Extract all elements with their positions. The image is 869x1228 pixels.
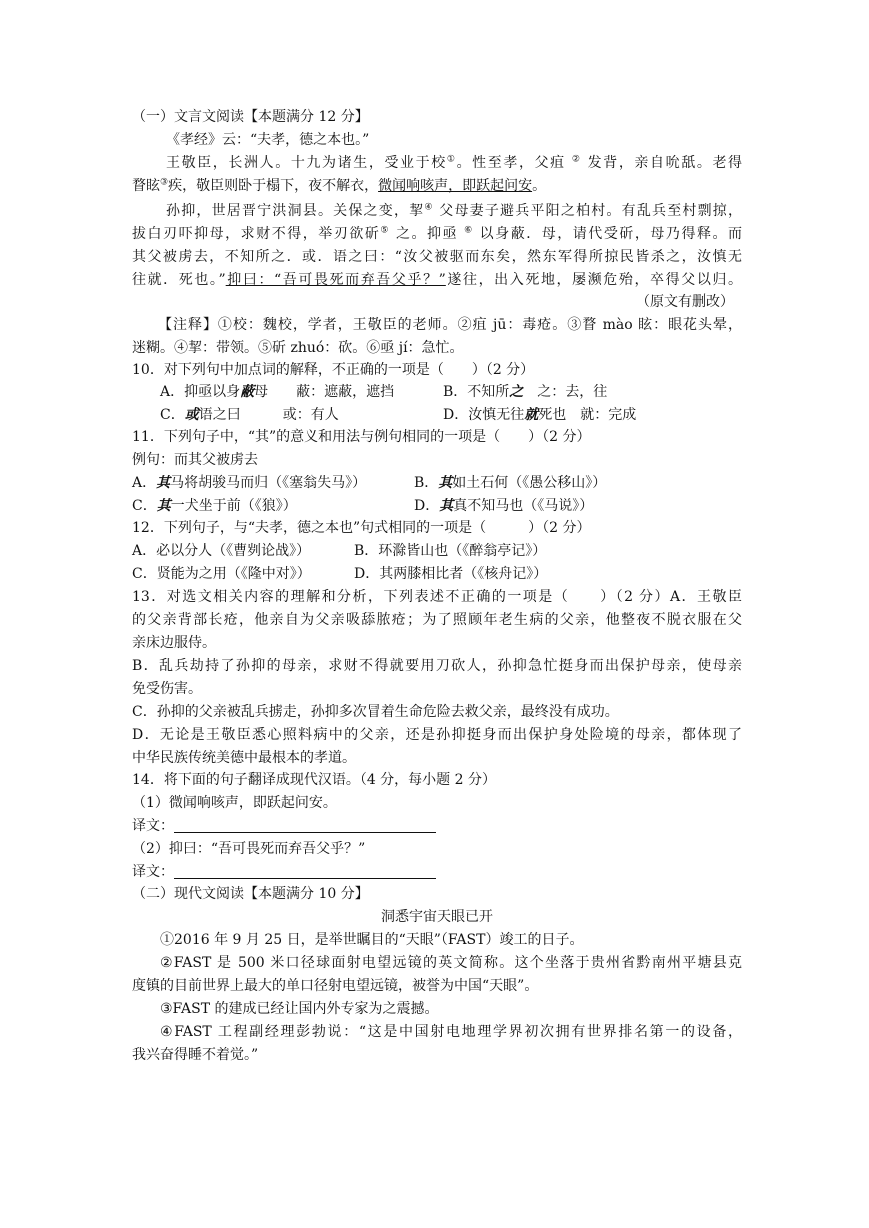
option-line: C．孙抑的父亲被乱兵掳走，孙抑多次冒着生命危险去救父亲，最终没有成功。 bbox=[132, 704, 619, 720]
option-row: C．其一犬坐于前（《狼》） D．其真不知马也（《马说》） bbox=[132, 498, 594, 514]
article-title: 洞悉宇宙天眼已开 bbox=[381, 909, 493, 925]
underlined-sentence: 微闻响咳声，即跃起问安 bbox=[378, 178, 533, 194]
source-note: （原文有删改） bbox=[636, 294, 734, 310]
sentence-1: （1）微闻响咳声，即跃起问安。 bbox=[132, 795, 337, 811]
article-paragraph-cont: 度镇的目前世界上最大的单口径射电望远镜，被誉为中国“天眼”。 bbox=[132, 978, 539, 994]
option-line: 亲床边服侍。 bbox=[132, 635, 216, 651]
translation-row-2: 译文： bbox=[132, 861, 742, 883]
option-line: 的父亲背部长疮，他亲自为父亲吸舔脓疮；为了照顾年老生病的父亲，他整夜不脱衣服在父 bbox=[132, 612, 742, 628]
passage-line: 其父被虏去，不知所之．或．语之曰：“汝父被驱而东矣，然东军得所掠民皆杀之，汝慎无 bbox=[132, 249, 742, 265]
question-stem: 11．下列句子中，“其”的意义和用法与例句相同的一项是（ ）（2 分） bbox=[132, 429, 591, 445]
epigraph: 《孝经》云：“夫孝，德之本也。” bbox=[166, 132, 370, 148]
article-paragraph: ①2016 年 9 月 25 日，是举世瞩目的“天眼”（FAST）竣工的日子。 bbox=[160, 932, 584, 948]
passage-line: 往就．死也。”抑曰：“吾可畏死而弃吾父乎？”遂往，出入死地，屡濒危殆，卒得父以归。 bbox=[132, 272, 742, 288]
option-line: 免受伤害。 bbox=[132, 681, 202, 697]
section-heading: （一）文言文阅读【本题满分 12 分】 bbox=[132, 109, 369, 125]
option-row: A．必以分人（《曹刿论战》） B．环滁皆山也（《醉翁亭记》） bbox=[132, 543, 547, 559]
article-paragraph: ④FAST 工程副经理彭勃说：“这是中国射电地理学界初次拥有世界排名第一的设备， bbox=[160, 1024, 742, 1040]
answer-line-1[interactable] bbox=[174, 818, 436, 833]
option-row: A．其马将胡骏马而归（《塞翁失马》） B．其如土石何（《愚公移山》） bbox=[132, 475, 607, 491]
annotation-line: 迷糊。④挈：带领。⑤斫 zhuó：砍。⑥亟 jí：急忙。 bbox=[132, 340, 464, 356]
option-line: B．乱兵劫持了孙抑的母亲，求财不得就要用刀砍人，孙抑急忙挺身而出保护母亲，使母亲 bbox=[132, 658, 742, 674]
article-paragraph: ②FAST 是 500 米口径球面射电望远镜的英文简称。这个坐落于贵州省黔南州平塘县克 bbox=[160, 955, 742, 971]
question-stem: 10．对下列句中加点词的解释，不正确的一项是（ ）（2 分） bbox=[132, 362, 535, 378]
underlined-sentence: 抑曰：“吾可畏死而弃吾父乎？” bbox=[225, 272, 446, 288]
article-paragraph-cont: 我兴奋得睡不着觉。” bbox=[132, 1047, 259, 1063]
question-stem: 14．将下面的句子翻译成现代汉语。（4 分，每小题 2 分） bbox=[132, 772, 496, 788]
passage-line: 拔白刃吓抑母，求财不得，举刃欲斫⑤ 之。抑亟 ⑥ 以身蔽．母，请代受斫，母乃得释。而 bbox=[132, 225, 743, 242]
question-stem: 12．下列句子，与“夫孝，德之本也”句式相同的一项是（ ）（2 分） bbox=[132, 520, 591, 536]
option-row: C．贤能为之用（《隆中对》） D．其两膝相比者（《核舟记》） bbox=[132, 566, 548, 582]
sentence-2: （2）抑曰：“吾可畏死而弃吾父乎？” bbox=[132, 841, 366, 857]
answer-line-2[interactable] bbox=[174, 864, 436, 879]
translation-row-1: 译文： bbox=[132, 815, 742, 837]
option-line: D．无论是王敬臣悉心照料病中的父亲，还是孙抑挺身而出保护身处险境的母亲，都体现了 bbox=[132, 727, 742, 743]
annotation-line: 【注释】①校：魏校，学者，王敬臣的老师。②疽 jū：毒疮。③瞀 mào 眩：眼花头晕， bbox=[158, 317, 742, 333]
passage-line: 王敬臣，长洲人。十九为诸生，受业于校①。性至孝，父疽 ② 发背，亲自吮舐。老得 bbox=[166, 154, 743, 171]
option-row: C．或语之曰 或：有人 D．汝慎无往就死也 就：完成 bbox=[160, 407, 637, 423]
passage-line: 孙抑，世居晋宁洪洞县。关保之变，挈④ 父母妻子避兵平阳之柏村。有乱兵至村剽掠， bbox=[166, 202, 742, 219]
example-sentence: 例句：而其父被虏去 bbox=[132, 452, 258, 468]
passage-line: 瞀眩③疾，敬臣则卧于榻下，夜不解衣，微闻响咳声，即跃起问安。 bbox=[132, 177, 547, 194]
option-row: A．抑亟以身蔽母 蔽：遮蔽，遮挡 B．不知所之 之：去，往 bbox=[160, 384, 608, 400]
article-paragraph: ③FAST 的建成已经让国内外专家为之震撼。 bbox=[160, 1001, 439, 1017]
question-stem: 13．对选文相关内容的理解和分析，下列表述不正确的一项是（ ）（2 分）A．王敬臣 bbox=[132, 589, 742, 605]
option-line: 中华民族传统美德中最根本的孝道。 bbox=[132, 750, 356, 766]
section-heading: （二）现代文阅读【本题满分 10 分】 bbox=[132, 886, 369, 902]
